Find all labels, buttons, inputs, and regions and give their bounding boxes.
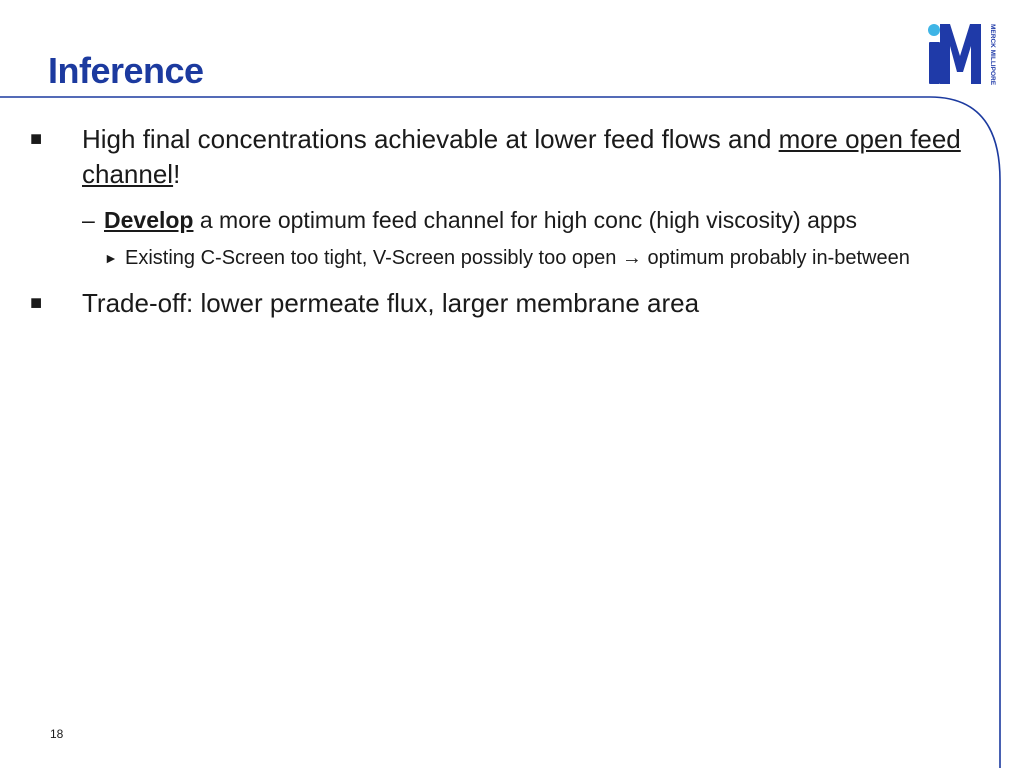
page-number: 18 — [50, 727, 64, 741]
logo-m-icon — [926, 22, 998, 86]
merck-millipore-logo — [926, 22, 998, 86]
bullet-item — [30, 122, 970, 192]
dash-bullet-icon: – — [82, 207, 95, 233]
bullet-text-end: ! — [173, 159, 181, 189]
bullet-item — [30, 286, 970, 321]
sub-bullet-bold-text: Develop — [104, 207, 194, 233]
triangle-bullet-icon: ► — [104, 250, 118, 266]
logo-wordmark: MERCK MILLIPORE — [989, 24, 996, 86]
sub-sub-bullet-text: Existing C-Screen too tight, V-Screen possibly too open → optimum probably in-between — [125, 247, 910, 269]
sub-sub-bullet-item — [30, 244, 970, 272]
slide-title: Inference — [48, 50, 204, 91]
bullet-underlined-text: more open feed channel — [82, 124, 961, 189]
square-bullet-icon: ■ — [30, 292, 43, 314]
bullet-text: Trade-off: lower permeate flux, larger membrane area — [82, 288, 700, 318]
square-bullet-icon: ■ — [30, 128, 43, 150]
sub-bullet-item — [30, 204, 970, 236]
sub-bullet-text: a more optimum feed channel for high conc (high viscosity) apps — [193, 207, 857, 233]
bullet-text: High final concentrations achievable at lower feed flows and — [82, 124, 779, 154]
slide-body — [30, 122, 970, 333]
